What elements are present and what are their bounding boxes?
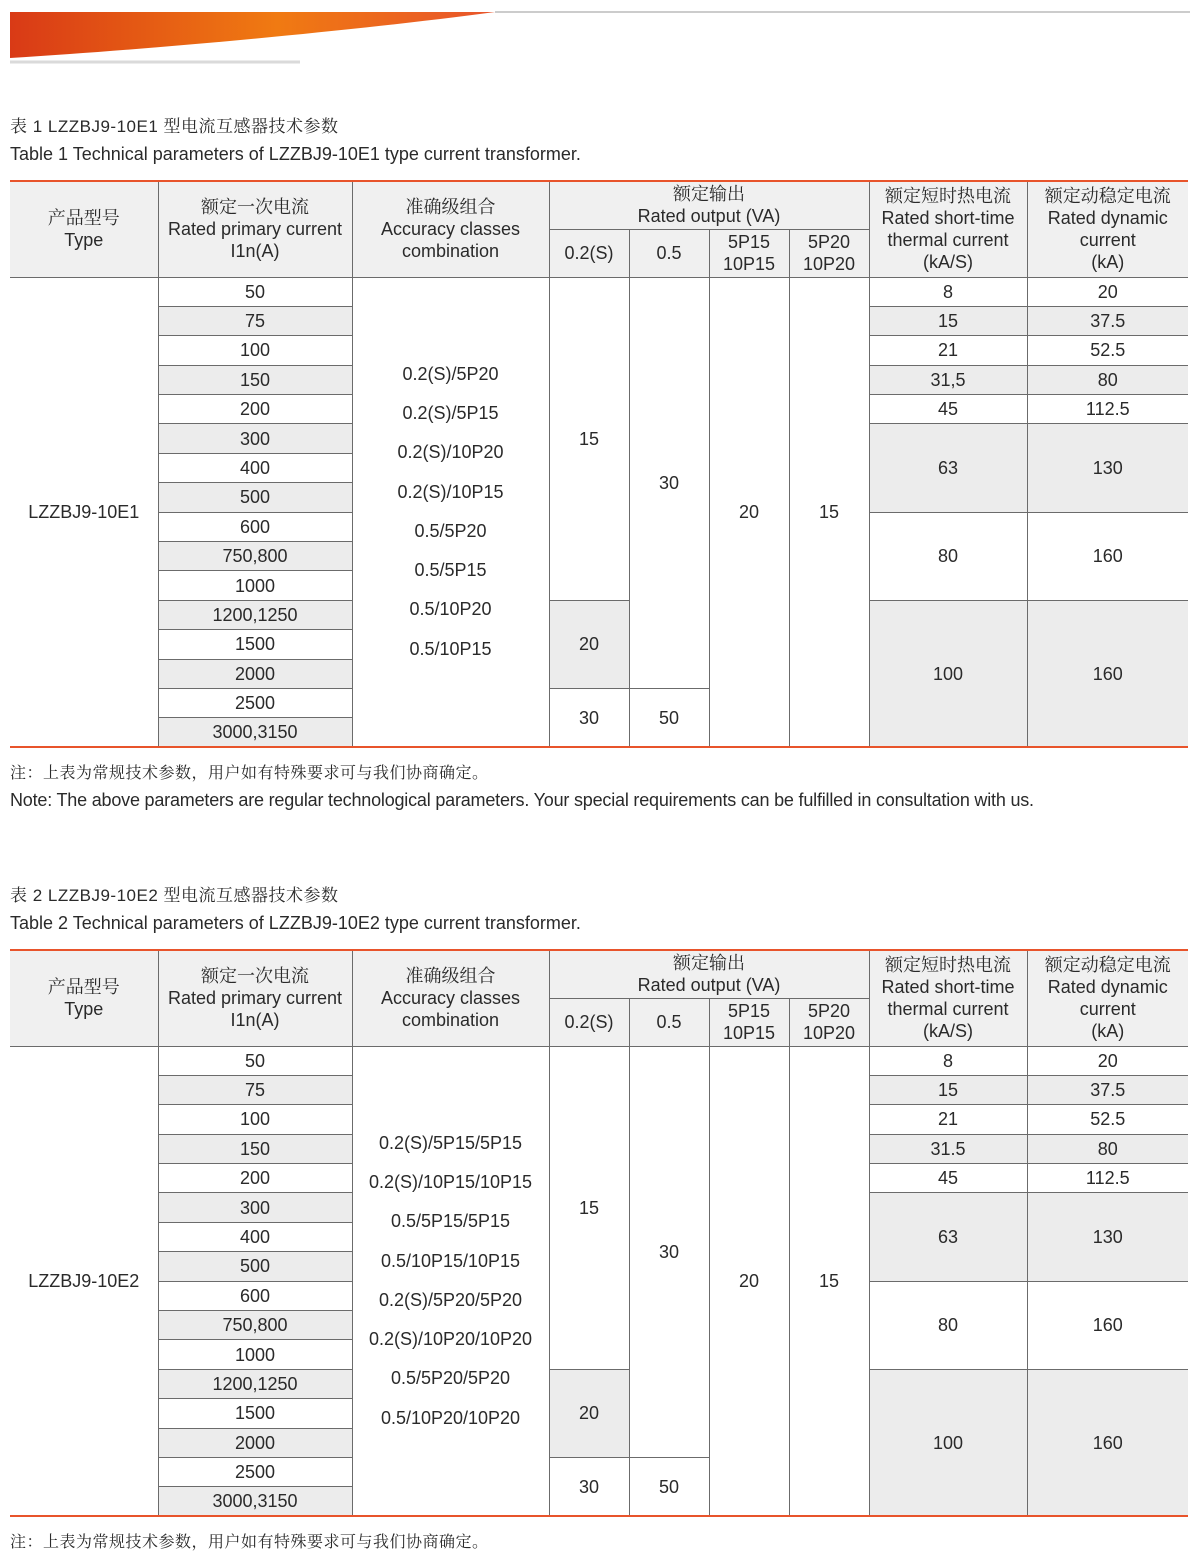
- table1-caption-cn: 表 1 LZZBJ9-10E1 型电流互感器技术参数: [10, 117, 339, 136]
- header-output-02s: 0.2(S): [549, 998, 629, 1046]
- header-rated-output: 额定输出 Rated output (VA): [549, 181, 869, 229]
- output-02s-cell: 30: [549, 1457, 629, 1516]
- current-cell: 1000: [158, 1340, 352, 1369]
- current-cell: 600: [158, 1281, 352, 1310]
- thermal-cell: 100: [869, 1369, 1027, 1516]
- dynamic-cell: 20: [1027, 277, 1188, 306]
- accuracy-item: 0.2(S)/10P20: [397, 442, 504, 463]
- current-cell: 1500: [158, 1399, 352, 1428]
- type-cell: LZZBJ9-10E1: [10, 277, 158, 747]
- current-cell: 750,800: [158, 1311, 352, 1340]
- thermal-cell: 80: [869, 1281, 1027, 1369]
- output-05-cell: 50: [629, 688, 709, 747]
- output-05-cell: 30: [629, 1046, 709, 1457]
- current-cell: 3000,3150: [158, 718, 352, 747]
- thermal-cell: 63: [869, 1193, 1027, 1281]
- thermal-cell: 45: [869, 395, 1027, 424]
- header-output-5p20: 5P20 10P20: [789, 998, 869, 1046]
- current-cell: 750,800: [158, 542, 352, 571]
- accuracy-item: 0.2(S)/5P20/5P20: [378, 1289, 523, 1310]
- header-output-5p15: 5P15 10P15: [709, 998, 789, 1046]
- output-02s-cell: 15: [549, 277, 629, 600]
- thermal-cell: 31,5: [869, 365, 1027, 394]
- header-thermal-current: 额定短时热电流 Rated short-time thermal current (kA/S): [869, 950, 1027, 1046]
- accuracy-cell: [352, 1046, 549, 1516]
- header-type: 产品型号 Type: [10, 181, 158, 277]
- current-cell: 150: [158, 365, 352, 394]
- thermal-cell: 15: [869, 306, 1027, 335]
- table1-caption-en: Table 1 Technical parameters of LZZBJ9-10E1 type current transformer.: [10, 144, 581, 164]
- thermal-cell: 100: [869, 600, 1027, 747]
- current-cell: 75: [158, 306, 352, 335]
- thermal-cell: 15: [869, 1075, 1027, 1104]
- thermal-cell: 80: [869, 512, 1027, 600]
- current-cell: 500: [158, 483, 352, 512]
- output-5p20-cell: 15: [789, 1046, 869, 1516]
- output-5p15-cell: 20: [709, 1046, 789, 1516]
- output-02s-cell: 30: [549, 688, 629, 747]
- table1-note-en: Note: The above parameters are regular technological parameters. Your special requirements can be fulfilled in consultation with us.: [10, 790, 1034, 810]
- current-cell: 2000: [158, 1428, 352, 1457]
- table2-note-cn: 注：上表为常规技术参数，用户如有特殊要求可与我们协商确定。: [10, 1534, 489, 1551]
- output-02s-cell: 20: [549, 600, 629, 688]
- accuracy-item: 0.5/5P20: [414, 520, 487, 541]
- table1-note-cn: 注：上表为常规技术参数，用户如有特殊要求可与我们协商确定。: [10, 765, 489, 782]
- dynamic-cell: 112.5: [1027, 395, 1188, 424]
- accuracy-item: 0.5/10P15/10P15: [380, 1250, 521, 1271]
- dynamic-cell: 112.5: [1027, 1164, 1188, 1193]
- accuracy-item: 0.2(S)/10P15/10P15: [368, 1171, 533, 1192]
- output-5p20-cell: 15: [789, 277, 869, 747]
- current-cell: 1000: [158, 571, 352, 600]
- header-primary-current: 额定一次电流 Rated primary current I1n(A): [158, 950, 352, 1046]
- thermal-cell: 45: [869, 1164, 1027, 1193]
- dynamic-cell: 80: [1027, 365, 1188, 394]
- dynamic-cell: 160: [1027, 1369, 1188, 1516]
- accuracy-item: 0.5/5P20/5P20: [390, 1368, 511, 1389]
- current-cell: 300: [158, 424, 352, 453]
- accuracy-item: 0.2(S)/10P20/10P20: [368, 1329, 533, 1350]
- thermal-cell: 63: [869, 424, 1027, 512]
- accuracy-item: 0.5/5P15/5P15: [390, 1211, 511, 1232]
- accuracy-item: 0.2(S)/5P15: [402, 402, 499, 423]
- current-cell: 50: [158, 1046, 352, 1075]
- accuracy-item: 0.5/10P20: [409, 599, 492, 620]
- thermal-cell: 8: [869, 1046, 1027, 1075]
- output-5p15-cell: 20: [709, 277, 789, 747]
- accuracy-item: 0.5/10P20/10P20: [380, 1407, 521, 1428]
- output-05-cell: 50: [629, 1457, 709, 1516]
- output-02s-cell: 15: [549, 1046, 629, 1369]
- current-cell: 200: [158, 395, 352, 424]
- table2-caption-en: Table 2 Technical parameters of LZZBJ9-10E2 type current transformer.: [10, 913, 581, 933]
- dynamic-cell: 37.5: [1027, 1075, 1188, 1104]
- current-cell: 3000,3150: [158, 1487, 352, 1516]
- header-dynamic-current: 额定动稳定电流 Rated dynamic current (kA): [1027, 950, 1188, 1046]
- thermal-cell: 8: [869, 277, 1027, 306]
- header-output-05: 0.5: [629, 229, 709, 277]
- current-cell: 2500: [158, 1457, 352, 1486]
- header-accuracy: 准确级组合 Accuracy classes combination: [352, 950, 549, 1046]
- dynamic-cell: 160: [1027, 512, 1188, 600]
- header-output-5p20: 5P20 10P20: [789, 229, 869, 277]
- dynamic-cell: 52.5: [1027, 1105, 1188, 1134]
- current-cell: 50: [158, 277, 352, 306]
- dynamic-cell: 52.5: [1027, 336, 1188, 365]
- output-02s-cell: 20: [549, 1369, 629, 1457]
- current-cell: 200: [158, 1164, 352, 1193]
- accuracy-item: 0.2(S)/5P20: [402, 363, 499, 384]
- dynamic-cell: 37.5: [1027, 306, 1188, 335]
- dynamic-cell: 80: [1027, 1134, 1188, 1163]
- header-primary-current: 额定一次电流 Rated primary current I1n(A): [158, 181, 352, 277]
- header-banner: [0, 0, 1200, 70]
- current-cell: 150: [158, 1134, 352, 1163]
- current-cell: 100: [158, 336, 352, 365]
- header-type: 产品型号 Type: [10, 950, 158, 1046]
- thermal-cell: 21: [869, 336, 1027, 365]
- table1: [10, 180, 1188, 748]
- current-cell: 600: [158, 512, 352, 541]
- current-cell: 100: [158, 1105, 352, 1134]
- banner-graphic: [0, 0, 1200, 70]
- current-cell: 2000: [158, 659, 352, 688]
- dynamic-cell: 130: [1027, 1193, 1188, 1281]
- current-cell: 1200,1250: [158, 600, 352, 629]
- accuracy-item: 0.2(S)/10P15: [397, 481, 504, 502]
- header-accuracy: 准确级组合 Accuracy classes combination: [352, 181, 549, 277]
- current-cell: 300: [158, 1193, 352, 1222]
- current-cell: 400: [158, 453, 352, 482]
- header-output-02s: 0.2(S): [549, 229, 629, 277]
- current-cell: 1500: [158, 630, 352, 659]
- header-rated-output: 额定输出 Rated output (VA): [549, 950, 869, 998]
- header-thermal-current: 额定短时热电流 Rated short-time thermal current (kA/S): [869, 181, 1027, 277]
- dynamic-cell: 20: [1027, 1046, 1188, 1075]
- current-cell: 1200,1250: [158, 1369, 352, 1398]
- table2-caption-cn: 表 2 LZZBJ9-10E2 型电流互感器技术参数: [10, 886, 339, 905]
- dynamic-cell: 160: [1027, 600, 1188, 747]
- type-cell: LZZBJ9-10E2: [10, 1046, 158, 1516]
- header-output-05: 0.5: [629, 998, 709, 1046]
- thermal-cell: 21: [869, 1105, 1027, 1134]
- thermal-cell: 31.5: [869, 1134, 1027, 1163]
- accuracy-cell: [352, 277, 549, 747]
- header-dynamic-current: 额定动稳定电流 Rated dynamic current (kA): [1027, 181, 1188, 277]
- current-cell: 2500: [158, 688, 352, 717]
- accuracy-item: 0.2(S)/5P15/5P15: [378, 1132, 523, 1153]
- accuracy-item: 0.5/10P15: [409, 638, 492, 659]
- current-cell: 75: [158, 1075, 352, 1104]
- dynamic-cell: 160: [1027, 1281, 1188, 1369]
- output-05-cell: 30: [629, 277, 709, 688]
- header-output-5p15: 5P15 10P15: [709, 229, 789, 277]
- accuracy-item: 0.5/5P15: [414, 560, 487, 581]
- table2: [10, 949, 1188, 1517]
- dynamic-cell: 130: [1027, 424, 1188, 512]
- current-cell: 400: [158, 1222, 352, 1251]
- current-cell: 500: [158, 1252, 352, 1281]
